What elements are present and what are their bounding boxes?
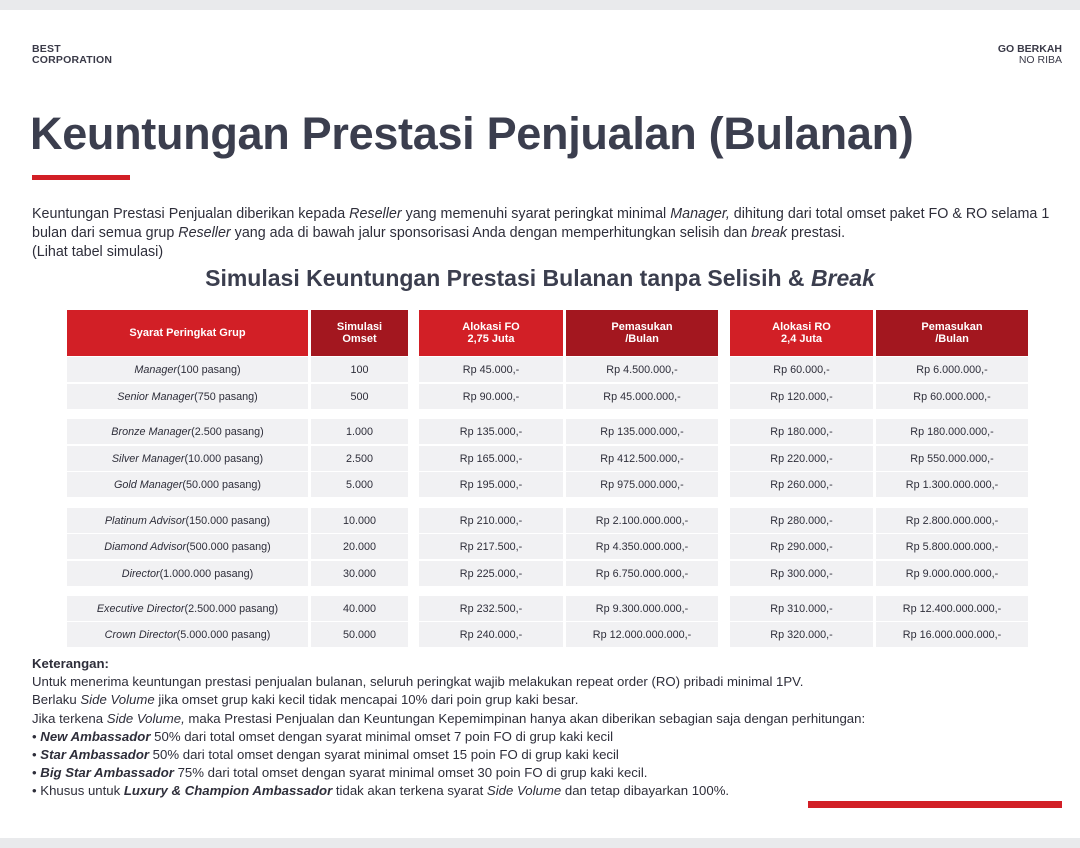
document-page (0, 10, 1080, 838)
value-cell-ro-month: Rp 6.000.000,- (876, 357, 1028, 382)
note-text: 75% dari total omset dengan syarat minimal omset 30 poin FO di grup kaki kecil. (173, 765, 648, 781)
value-cell-omset: 30.000 (311, 561, 408, 586)
value-cell-fo: Rp 195.000,- (419, 472, 563, 497)
rank-cell (67, 622, 308, 647)
header-label: Alokasi FO (462, 321, 520, 333)
header-pemasukan-fo (566, 310, 718, 356)
notes-heading: Keterangan: (32, 656, 109, 671)
value-cell-omset: 10.000 (311, 508, 408, 533)
rank-requirement: (150.000 pasang) (185, 514, 271, 527)
intro-paragraph (32, 205, 1062, 262)
header-label: /Bulan (935, 333, 969, 345)
note-line (32, 691, 1062, 709)
notes-section (32, 655, 1062, 801)
note-text: maka Prestasi Penjualan dan Keuntungan Kepemimpinan hanya akan diberikan sebagian saja dengan perhitungan: (184, 710, 866, 726)
table-title-em: Break (810, 265, 875, 291)
value-cell-ro-month: Rp 550.000.000,- (876, 446, 1028, 471)
rank-requirement: (2.500 pasang) (191, 425, 264, 438)
value-cell-fo: Rp 225.000,- (419, 561, 563, 586)
intro-text: yang memenuhi syarat peringkat minimal (401, 206, 671, 222)
note-strong: Star Ambassador (40, 747, 150, 763)
note-strong: Luxury & Champion Ambassador (123, 783, 333, 799)
rank-requirement: (50.000 pasang) (182, 478, 262, 491)
note-strong: New Ambassador (40, 728, 151, 744)
note-strong: Big Star Ambassador (40, 765, 174, 781)
value-cell-fo-month: Rp 12.000.000.000,- (566, 622, 718, 647)
tagline-line: NO RIBA (1018, 54, 1062, 66)
note-bullet (32, 782, 1062, 800)
intro-em: break (751, 225, 788, 241)
bullet-icon: • (32, 783, 37, 799)
header-label: Pemasukan (611, 321, 673, 333)
value-cell-ro-month: Rp 180.000.000,- (876, 419, 1028, 444)
intro-em: Reseller (178, 225, 231, 241)
value-cell-fo: Rp 165.000,- (419, 446, 563, 471)
header-label: Omset (342, 333, 377, 345)
value-cell-ro-month: Rp 9.000.000.000,- (876, 561, 1028, 586)
note-bullet (32, 728, 1062, 746)
value-cell-omset: 1.000 (311, 419, 408, 444)
rank-cell (67, 472, 308, 497)
value-cell-fo: Rp 210.000,- (419, 508, 563, 533)
rank-name: Executive Director (96, 602, 185, 615)
tagline-line: GO BERKAH (997, 43, 1062, 55)
header-label: Syarat Peringkat Grup (129, 327, 246, 339)
rank-cell (67, 534, 308, 559)
note-bullet (32, 746, 1062, 764)
table-title (0, 265, 1080, 292)
value-cell-fo: Rp 90.000,- (419, 384, 563, 409)
brand-logo-left (32, 44, 112, 66)
value-cell-fo-month: Rp 4.350.000.000,- (566, 534, 718, 559)
intro-em: Reseller (349, 206, 402, 222)
rank-cell (67, 561, 308, 586)
value-cell-ro: Rp 120.000,- (730, 384, 873, 409)
value-cell-omset: 2.500 (311, 446, 408, 471)
intro-text: yang ada di bawah jalur sponsorisasi Anda dengan memperhitungkan selisih dan (230, 225, 752, 241)
footer-accent-bar (808, 801, 1062, 808)
value-cell-fo: Rp 240.000,- (419, 622, 563, 647)
bullet-icon: • (32, 765, 37, 781)
header-alokasi-ro (730, 310, 873, 356)
value-cell-ro-month: Rp 2.800.000.000,- (876, 508, 1028, 533)
value-cell-ro-month: Rp 60.000.000,- (876, 384, 1028, 409)
value-cell-ro: Rp 260.000,- (730, 472, 873, 497)
intro-text: prestasi. (787, 225, 846, 241)
rank-cell (67, 508, 308, 533)
note-em: Side Volume (486, 783, 562, 799)
header-pemasukan-ro (876, 310, 1028, 356)
brand-line: BEST (32, 43, 61, 55)
rank-requirement: (750 pasang) (194, 390, 258, 403)
note-em: Side Volume (80, 692, 155, 708)
value-cell-fo-month: Rp 45.000.000,- (566, 384, 718, 409)
rank-cell (67, 419, 308, 444)
header-label: Alokasi RO (772, 321, 831, 333)
value-cell-fo: Rp 135.000,- (419, 419, 563, 444)
value-cell-ro: Rp 220.000,- (730, 446, 873, 471)
value-cell-ro: Rp 180.000,- (730, 419, 873, 444)
rank-name: Manager (134, 363, 177, 376)
note-text: 50% dari total omset dengan syarat minimal omset 7 poin FO di grup kaki kecil (150, 728, 613, 744)
note-line (32, 710, 1062, 728)
rank-name: Silver Manager (111, 452, 185, 465)
bullet-icon: • (32, 728, 37, 744)
intro-em: Manager, (670, 206, 730, 222)
header-label: Simulasi (336, 321, 383, 333)
rank-cell (67, 446, 308, 471)
page-title: Keuntungan Prestasi Penjualan (Bulanan) (30, 108, 914, 159)
header-label: 2,4 Juta (781, 333, 822, 345)
bullet-icon: • (32, 747, 37, 763)
note-text: tidak akan terkena syarat (332, 783, 487, 799)
rank-requirement: (100 pasang) (176, 363, 241, 376)
intro-text: Keuntungan Prestasi Penjualan diberikan kepada (32, 206, 350, 222)
note-text: dan tetap dibayarkan 100%. (561, 783, 730, 799)
rank-name: Gold Manager (113, 478, 183, 491)
rank-requirement: (5.000.000 pasang) (176, 628, 271, 641)
note-text: jika omset grup kaki kecil tidak mencapai 10% dari poin grup kaki besar. (154, 692, 579, 708)
note-text: 50% dari total omset dengan syarat minimal omset 15 poin FO di grup kaki kecil (149, 747, 619, 763)
rank-name: Crown Director (104, 628, 177, 641)
header-rank (67, 310, 308, 356)
value-cell-fo-month: Rp 412.500.000,- (566, 446, 718, 471)
rank-requirement: (2.500.000 pasang) (184, 602, 279, 615)
rank-name: Senior Manager (117, 390, 195, 403)
value-cell-ro: Rp 310.000,- (730, 596, 873, 621)
value-cell-fo-month: Rp 2.100.000.000,- (566, 508, 718, 533)
note-text: Khusus untuk (40, 783, 124, 799)
rank-requirement: (500.000 pasang) (186, 540, 271, 553)
value-cell-ro-month: Rp 16.000.000.000,- (876, 622, 1028, 647)
rank-requirement: (10.000 pasang) (184, 452, 264, 465)
table-title-text: Simulasi Keuntungan Prestasi Bulanan tanpa Selisih & (205, 265, 811, 291)
rank-name: Platinum Advisor (104, 514, 186, 527)
rank-cell (67, 596, 308, 621)
header-label: Pemasukan (921, 321, 983, 333)
value-cell-ro-month: Rp 5.800.000.000,- (876, 534, 1028, 559)
value-cell-ro: Rp 300.000,- (730, 561, 873, 586)
value-cell-fo-month: Rp 9.300.000.000,- (566, 596, 718, 621)
note-bullet (32, 764, 1062, 782)
value-cell-fo-month: Rp 4.500.000,- (566, 357, 718, 382)
header-label: /Bulan (625, 333, 659, 345)
value-cell-fo: Rp 232.500,- (419, 596, 563, 621)
value-cell-fo: Rp 217.500,- (419, 534, 563, 559)
value-cell-omset: 5.000 (311, 472, 408, 497)
header-alokasi-fo (419, 310, 563, 356)
value-cell-omset: 100 (311, 357, 408, 382)
rank-name: Bronze Manager (111, 425, 192, 438)
value-cell-ro-month: Rp 1.300.000.000,- (876, 472, 1028, 497)
value-cell-fo-month: Rp 6.750.000.000,- (566, 561, 718, 586)
value-cell-omset: 500 (311, 384, 408, 409)
rank-requirement: (1.000.000 pasang) (159, 567, 254, 580)
value-cell-ro: Rp 280.000,- (730, 508, 873, 533)
value-cell-ro: Rp 60.000,- (730, 357, 873, 382)
value-cell-ro: Rp 290.000,- (730, 534, 873, 559)
value-cell-omset: 40.000 (311, 596, 408, 621)
value-cell-ro-month: Rp 12.400.000.000,- (876, 596, 1028, 621)
rank-cell (67, 384, 308, 409)
rank-cell (67, 357, 308, 382)
value-cell-omset: 20.000 (311, 534, 408, 559)
note-em: Side Volume, (106, 710, 185, 726)
note-text: Jika terkena (32, 710, 107, 726)
value-cell-fo: Rp 45.000,- (419, 357, 563, 382)
intro-text: dihitung dari total omset paket FO & RO selama 1 bulan dari semua grup (32, 206, 1050, 241)
header-label: 2,75 Juta (467, 333, 515, 345)
rank-name: Diamond Advisor (104, 540, 187, 553)
header-omset (311, 310, 408, 356)
brand-line: CORPORATION (32, 54, 113, 66)
value-cell-ro: Rp 320.000,- (730, 622, 873, 647)
rank-name: Director (121, 567, 160, 580)
value-cell-omset: 50.000 (311, 622, 408, 647)
intro-note: (Lihat tabel simulasi) (32, 244, 164, 260)
title-underline (32, 175, 130, 180)
brand-tagline-right (998, 44, 1062, 66)
value-cell-fo-month: Rp 135.000.000,- (566, 419, 718, 444)
value-cell-fo-month: Rp 975.000.000,- (566, 472, 718, 497)
note-text: Berlaku (32, 692, 81, 708)
note-line: Untuk menerima keuntungan prestasi penjualan bulanan, seluruh peringkat wajib melakukan repeat order (RO) pribadi minimal 1PV. (32, 674, 804, 690)
